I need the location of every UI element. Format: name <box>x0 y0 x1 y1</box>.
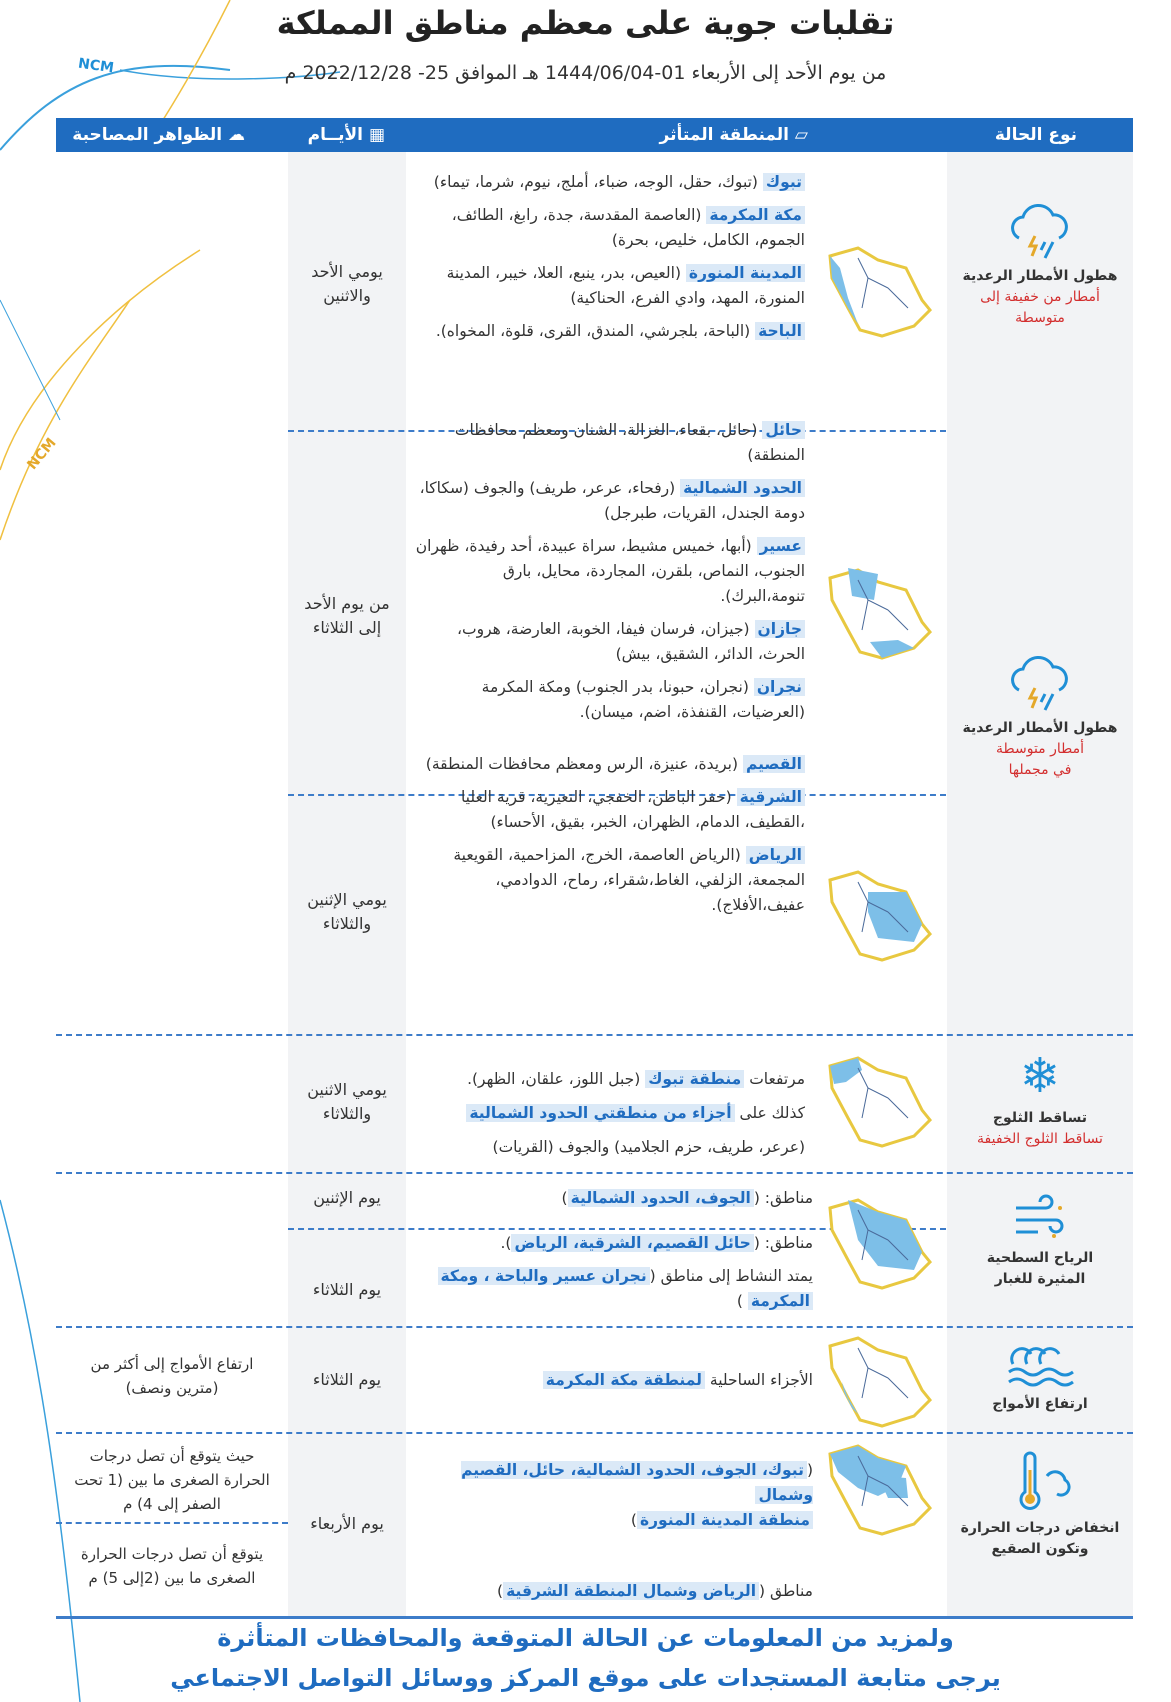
waves-icon <box>1005 1338 1075 1390</box>
region-item: القصيم (بريدة، عنيزة، الرس ومعظم محافظات المنطقة) <box>415 752 805 777</box>
region-item: الحدود الشمالية (رفحاء، عرعر، طريف) والجوف (سكاكا، دومة الجندل، القريات، طبرجل) <box>419 479 805 522</box>
regions-row-5 <box>403 1186 813 1314</box>
type-temperature: انخفاض درجات الحرارة وتكون الصقيع <box>947 1450 1133 1560</box>
days-row-6: يوم الثلاثاء <box>312 1370 382 1389</box>
days-row-5a: يوم الإثنين <box>313 1188 381 1207</box>
header-region: ▱ المنطقة المتأثر <box>659 125 808 145</box>
saudi-map-4 <box>818 1048 938 1158</box>
thermometer-icon <box>1005 1450 1075 1514</box>
saudi-map-1 <box>818 238 938 348</box>
header-phenomena: ☁ الظواهر المصاحبة <box>72 125 245 145</box>
saudi-map-6 <box>818 1328 938 1438</box>
saudi-map-3 <box>818 862 938 972</box>
regions-row-4 <box>415 1062 805 1164</box>
regions-row-2 <box>415 418 805 733</box>
type-wind: الرياح السطحية المثيرة للغبار <box>947 1194 1133 1290</box>
header-days: ▦ الأيــام <box>307 125 385 145</box>
type-snow: ❄ تساقط الثلوج تساقط الثلوج الخفيفة <box>947 1048 1133 1150</box>
regions-row-3 <box>415 752 805 926</box>
footer-line-2: يرجى متابعة المستجدات على موقع المركز ووسائل التواصل الاجتماعي <box>170 1664 1001 1692</box>
days-row-1: يومي الأحد والاثنين <box>311 262 383 305</box>
temp-line-b: مناطق (الرياض وشمال المنطقة الشرقية) <box>497 1582 813 1600</box>
footer-line-1: ولمزيد من المعلومات عن الحالة المتوقعة والمحافظات المتأثرة <box>217 1624 954 1652</box>
page-subtitle: من يوم الأحد إلى الأربعاء 01-1444/06/04 هـ الموافق 25- 2022/12/28 م <box>284 62 887 84</box>
snow-line-2: كذلك على أجزاء من منطقتي الحدود الشمالية <box>415 1096 805 1130</box>
region-item: الشرقية (حفر الباطن، الخفجي، النعيرية، قرية العليا ،القطيف، الدمام، الظهران، الخبر، بقيق، الأحساء) <box>460 788 805 831</box>
region-item: تبوك (تبوك، حقل، الوجه، ضباء، أملج، نيوم، شرما، تيماء) <box>415 170 805 195</box>
saudi-map-5 <box>818 1190 938 1300</box>
region-item: المدينة المنورة (العيص، بدر، ينبع، العلا، خيبر، المدينة المنورة، المهد، وادي الفرع، الحناكية) <box>446 264 805 307</box>
type-thunder-rain-moderate: هطول الأمطار الرعدية أمطار متوسطة في مجملها <box>947 654 1133 781</box>
region-item: نجران (نجران، حبونا، بدر الجنوب) ومكة المكرمة (العرضيات، القنفذة، اضم، ميسان). <box>481 678 805 721</box>
region-item: مكة المكرمة (العاصمة المقدسة، جدة، رابغ، الطائف، الجموم، الكامل، خليص، بحرة) <box>451 206 805 249</box>
days-row-4: يومي الاثنين والثلاثاء <box>307 1080 387 1123</box>
footer-divider <box>56 1616 1133 1619</box>
wind-line-a: مناطق: (الجوف، الحدود الشمالية) <box>561 1189 813 1207</box>
days-row-2: من يوم الأحد إلى الثلاثاء <box>304 594 390 637</box>
temp-line-a: (تبوك، الجوف، الحدود الشمالية، حائل، القصيم وشمال <box>461 1461 813 1504</box>
days-column-bg <box>288 152 406 1616</box>
region-item: جازان (جيزان، فرسان فيفا، الخوبة، العارضة، هروب، الحرث، الدائر، الشقيق، بيش) <box>457 620 805 663</box>
phenomena-row-7b: يتوقع أن تصل درجات الحرارة الصغرى ما بين (2إلى 5) م <box>80 1545 264 1587</box>
snow-line-1: مرتفعات منطقة تبوك (جبل اللوز، علقان، الظهر). <box>467 1070 805 1088</box>
days-row-5b: يوم الثلاثاء <box>312 1280 382 1299</box>
phenomena-row-6: ارتفاع الأمواج إلى أكثر من (مترين ونصف) <box>90 1355 254 1397</box>
page-title: تقلبات جوية على معظم مناطق المملكة <box>276 4 895 42</box>
wind-dust-icon <box>1010 1194 1070 1244</box>
region-item: عسير (أبها، خميس مشيط، سراة عبيدة، أحد رفيدة، ظهران الجنوب، النماص، بلقرن، المجاردة، محايل، بارق تنومة،البرك). <box>415 537 805 605</box>
saudi-map-2 <box>818 560 938 670</box>
days-row-7: يوم الأربعاء <box>310 1514 384 1533</box>
saudi-map-7 <box>818 1436 938 1546</box>
wind-line-c: يمتد النشاط إلى مناطق (نجران عسير والباحة ، ومكة <box>403 1264 813 1289</box>
thunder-rain-icon <box>1005 654 1075 714</box>
snowflake-icon: ❄ <box>1019 1048 1061 1104</box>
regions-row-1 <box>415 170 805 352</box>
phenomena-row-7a: حيث يتوقع أن تصل درجات الحرارة الصغرى ما بين (1 تحت الصفر إلى 4) م <box>74 1447 270 1513</box>
ncm-logo-side: NCM <box>24 435 60 473</box>
ncm-logo-top: NCM <box>77 55 115 77</box>
snow-line-3: (عرعر، طريف، حزم الجلاميد) والجوف (القريات) <box>492 1138 805 1156</box>
map-outline-icon: ▱ <box>794 125 808 145</box>
table-header <box>56 118 1133 152</box>
region-item: حائل (حائل، بقعاء، الغزالة، الشنان ومعظم محافظات المنطقة) <box>454 421 805 464</box>
temp-line-a2: منطقة المدينة المنورة) <box>403 1508 813 1533</box>
region-item: الرياض (الرياض العاصمة، الخرج، المزاحمية، القويعية المجمعة، الزلفي، الغاط،شقراء، رماح، الدوادمي، عفيف،الأفلاج). <box>453 846 805 914</box>
header-type: نوع الحالة <box>994 125 1077 145</box>
regions-row-6: الأجزاء الساحلية لمنطقة مكة المكرمة <box>403 1368 813 1393</box>
wind-line-c2: المكرمة ) <box>403 1289 813 1314</box>
type-thunder-rain-light: هطول الأمطار الرعدية أمطار من خفيفة إلى متوسطة <box>947 202 1133 329</box>
days-row-3: يومي الإثنين والثلاثاء <box>307 890 387 933</box>
region-item: الباحة (الباحة، بلجرشي، المندق، القرى، قلوة، المخواه). <box>415 319 805 344</box>
cloud-icon: ☁ <box>228 125 245 145</box>
weather-table <box>56 118 1133 1616</box>
thunder-rain-icon <box>1005 202 1075 262</box>
wind-line-b: مناطق: (حائل القصيم، الشرقية، الرياض). <box>500 1234 813 1252</box>
regions-row-7 <box>403 1458 813 1604</box>
type-waves: ارتفاع الأمواج <box>947 1338 1133 1415</box>
calendar-icon: ▦ <box>368 125 385 145</box>
